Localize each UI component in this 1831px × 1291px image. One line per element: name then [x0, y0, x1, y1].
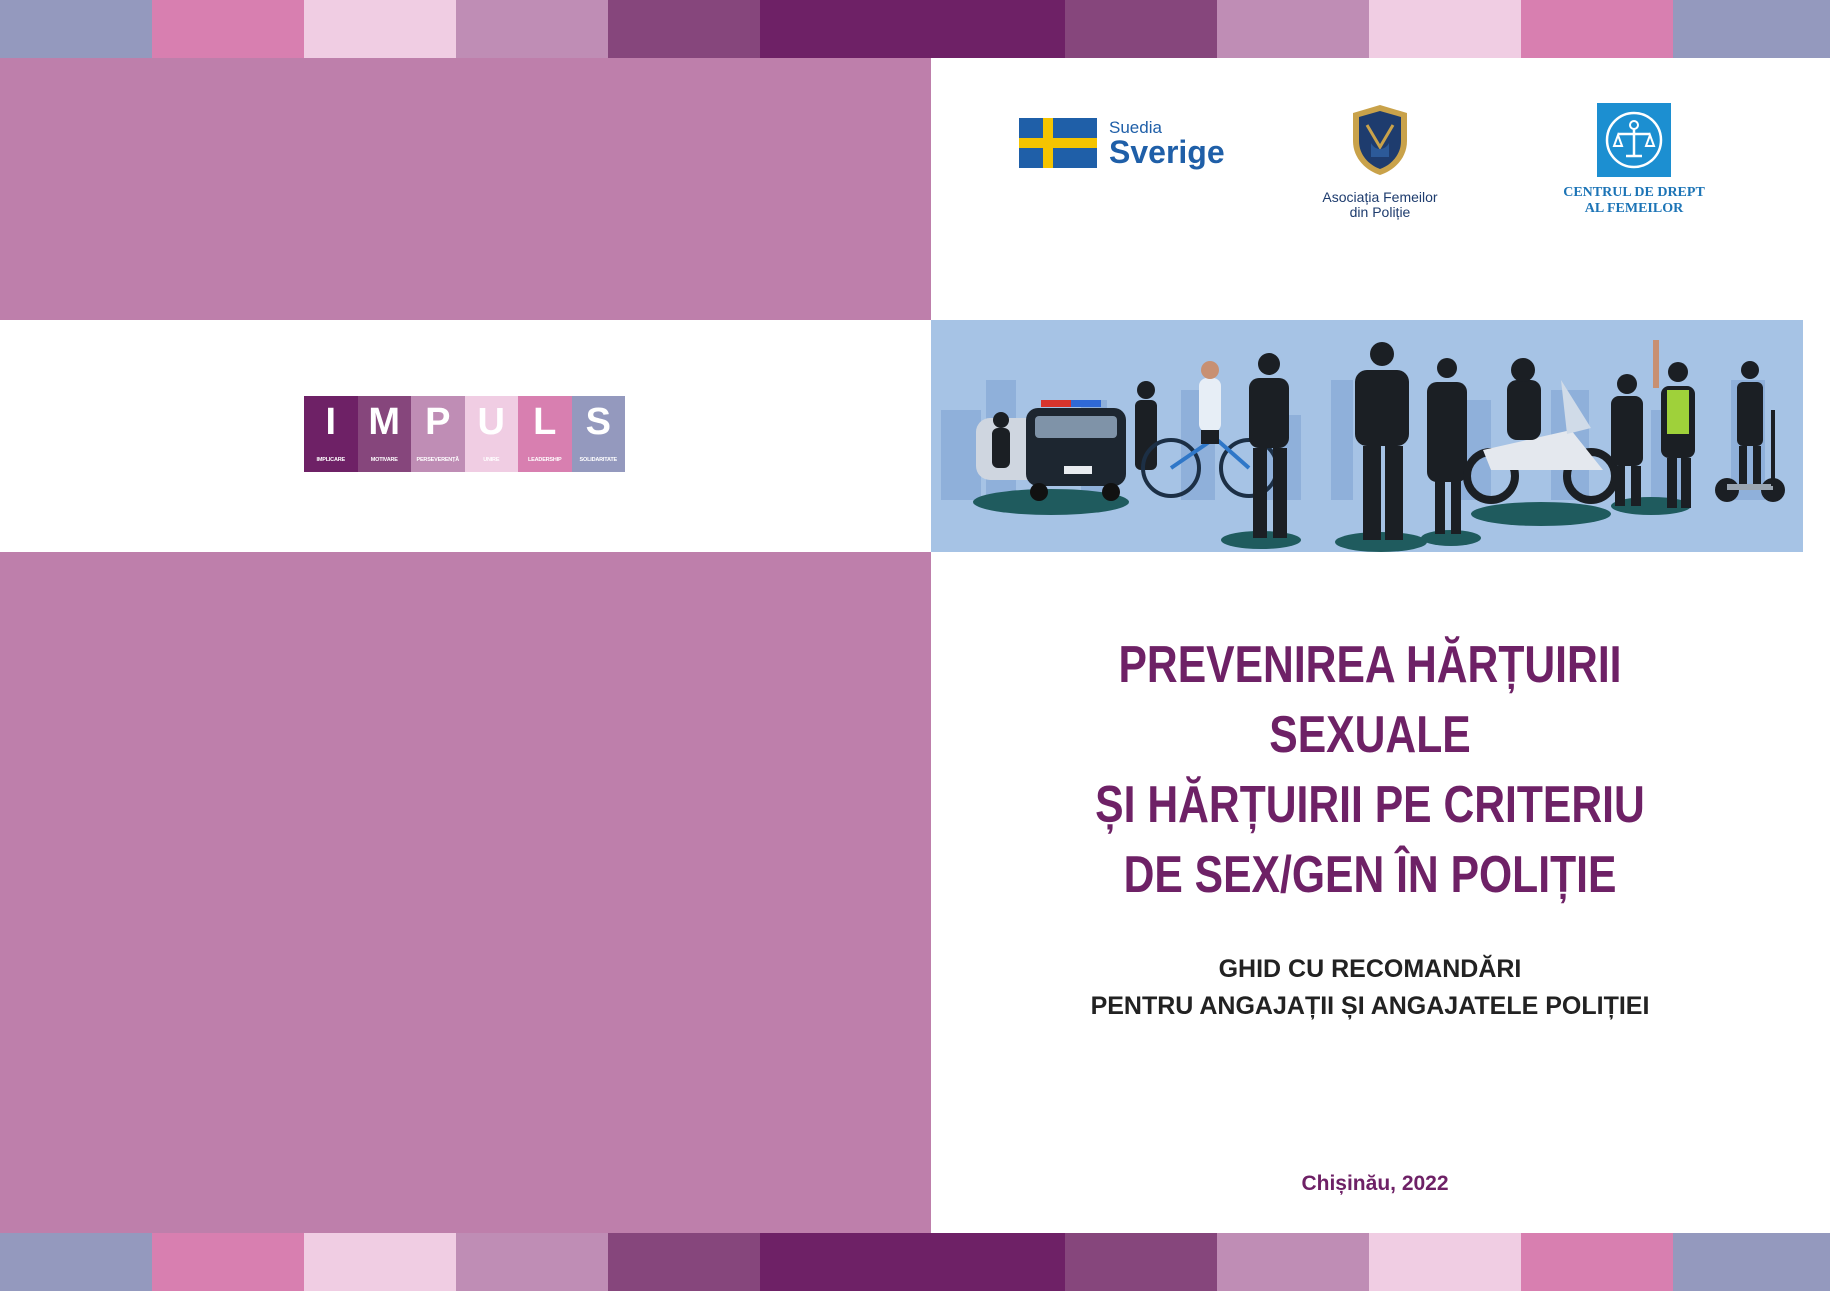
- sweden-label-big: Sverige: [1109, 133, 1225, 170]
- afp-name-line1: Asociația Femeilor: [1322, 189, 1438, 205]
- stripe-segment: [152, 1233, 304, 1291]
- partner-logos: [931, 58, 1831, 320]
- back-cover-bottom-panel: [0, 552, 931, 1233]
- stripe-segment: [760, 0, 1065, 58]
- title-line3: DE SEX/GEN ÎN POLIȚIE: [1123, 846, 1617, 904]
- stripe-segment: [608, 0, 760, 58]
- document-title: [1075, 630, 1665, 910]
- sweden-label-small: Suedia: [1109, 117, 1162, 137]
- stripe-segment: [456, 1233, 608, 1291]
- stripe-segment: [1521, 0, 1673, 58]
- title-line2: ȘI HĂRȚUIRII PE CRITERIU: [1095, 776, 1645, 834]
- stripe-segment: [760, 1233, 1065, 1291]
- subtitle-line2: PENTRU ANGAJAȚII ȘI ANGAJATELE POLIȚIEI: [1090, 992, 1650, 1020]
- police-officers-illustration: [931, 320, 1803, 552]
- impuls-tile-p: P PERSEVERENȚĂ: [411, 396, 465, 472]
- stripe-segment: [1065, 1233, 1217, 1291]
- cdf-name-line1: CENTRUL DE DREPT: [1563, 185, 1705, 200]
- police-badge-icon: [1349, 103, 1411, 177]
- impuls-tile-m: M MOTIVARE: [358, 396, 412, 472]
- impuls-tile-l: L LEADERSHIP: [518, 396, 572, 472]
- stripe-segment: [304, 1233, 456, 1291]
- stripe-segment: [0, 1233, 152, 1291]
- stripe-segment: [304, 0, 456, 58]
- stripe-segment: [1369, 1233, 1521, 1291]
- stripe-segment: [1673, 1233, 1830, 1291]
- stripe-segment: [1369, 0, 1521, 58]
- cdf-logo: [1554, 103, 1714, 217]
- place-and-year: Chișinău, 2022: [1301, 1172, 1449, 1195]
- back-cover-top-panel: [0, 58, 931, 320]
- top-color-stripe: [0, 0, 1831, 58]
- stripe-segment: [0, 0, 152, 58]
- swedish-flag-icon: [1019, 118, 1097, 168]
- stripe-segment: [1673, 0, 1830, 58]
- impuls-logo: [304, 396, 625, 472]
- stripe-segment: [608, 1233, 760, 1291]
- document-subtitle: [1000, 951, 1740, 1025]
- stripe-segment: [152, 0, 304, 58]
- stripe-segment: [1217, 0, 1369, 58]
- stripe-segment: [1521, 1233, 1673, 1291]
- impuls-tile-s: S SOLIDARITATE: [572, 396, 626, 472]
- stripe-segment: [1217, 1233, 1369, 1291]
- afp-logo: [1305, 103, 1455, 220]
- scales-icon: [1597, 103, 1671, 177]
- title-line1: PREVENIREA HĂRȚUIRII SEXUALE: [1118, 636, 1622, 764]
- stripe-segment: [1065, 0, 1217, 58]
- bottom-color-stripe: [0, 1233, 1831, 1291]
- subtitle-line1: GHID CU RECOMANDĂRI: [1218, 955, 1522, 983]
- sweden-logo: [1019, 118, 1225, 168]
- afp-name-line2: din Poliție: [1349, 204, 1411, 220]
- impuls-tile-u: U UNIRE: [465, 396, 519, 472]
- cdf-name-line2: AL FEMEILOR: [1584, 201, 1684, 216]
- impuls-tile-i: I IMPLICARE: [304, 396, 358, 472]
- stripe-segment: [456, 0, 608, 58]
